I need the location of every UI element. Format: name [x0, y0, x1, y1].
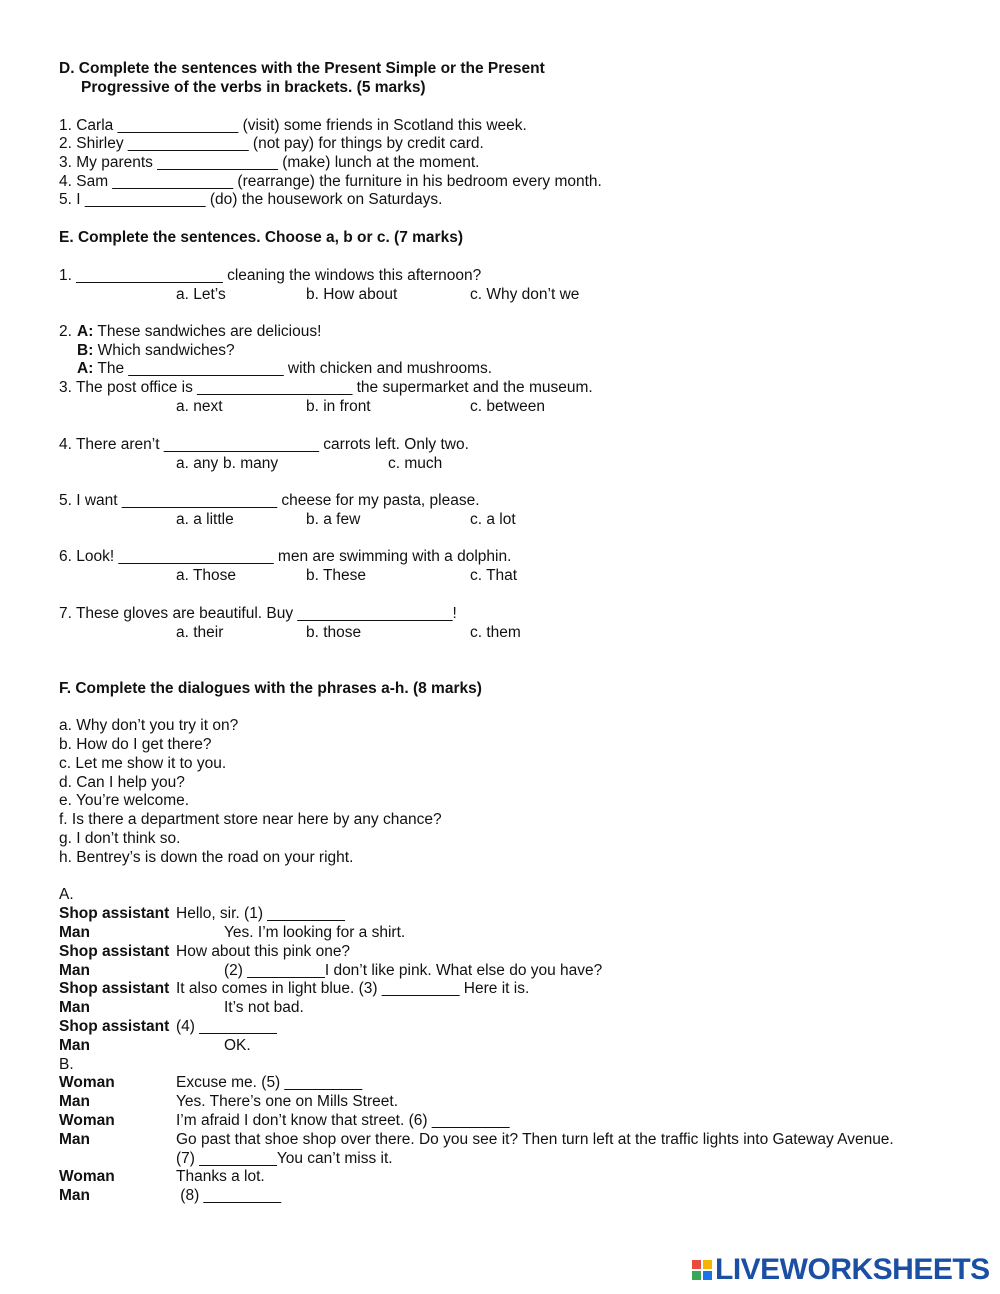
section-e-q5: 5. I want __________________ cheese for my pasta, please.	[59, 492, 480, 509]
section-e-q1-option-a: a. Let’s	[176, 286, 226, 303]
dialogue-b-speaker-1: Woman	[59, 1074, 115, 1091]
section-f-title: F. Complete the dialogues with the phrases a-h. (8 marks)	[59, 680, 482, 697]
dialogue-b-label: B.	[59, 1056, 74, 1073]
section-e-q6-option-c: c. That	[470, 567, 518, 584]
dialogue-b-speaker-3: Woman	[59, 1112, 115, 1129]
section-e-q2-line-b: B: Which sandwiches?	[77, 342, 235, 359]
section-e-q5-option-b: b. a few	[306, 511, 361, 528]
logo-square-green	[692, 1271, 701, 1280]
section-e-q7-option-c: c. them	[470, 624, 521, 641]
section-e-q5-option-a: a. a little	[176, 511, 234, 528]
phrase-e: e. You’re welcome.	[59, 792, 190, 809]
section-e-q3-option-c: c. between	[470, 398, 545, 415]
section-e-q4-option-b: b. many	[223, 455, 279, 472]
phrase-g: g. I don’t think so.	[59, 830, 181, 847]
dialogue-a-speaker-5: Shop assistant	[59, 980, 170, 997]
section-d-item-3: 3. My parents ______________ (make) lunch at the moment.	[59, 154, 480, 171]
dialogue-a-line-7: (4) _________	[176, 1018, 277, 1035]
liveworksheets-logo	[692, 1255, 990, 1285]
dialogue-a-line-8: OK.	[224, 1037, 251, 1054]
section-e-q5-option-c: c. a lot	[470, 511, 516, 528]
dialogue-b-speaker-7: Man	[59, 1187, 90, 1204]
section-e-title: E. Complete the sentences. Choose a, b or c. (7 marks)	[59, 229, 463, 246]
section-e-q3: 3. The post office is __________________ the supermarket and the museum.	[59, 379, 593, 396]
section-e-q7-option-b: b. those	[306, 624, 362, 641]
dialogue-a-label: A.	[59, 886, 74, 903]
dialogue-a-speaker-1: Shop assistant	[59, 905, 170, 922]
dialogue-b-line-4: Go past that shoe shop over there. Do you see it? Then turn left at the traffic lights into Gateway Avenue.	[176, 1131, 894, 1148]
dialogue-a-line-1: Hello, sir. (1) _________	[176, 905, 345, 922]
dialogue-a-speaker-4: Man	[59, 962, 90, 979]
logo-square-red	[692, 1260, 701, 1269]
section-e-q1-option-c: c. Why don’t we	[470, 286, 580, 303]
section-e-q7-option-a: a. their	[176, 624, 224, 641]
dialogue-a-line-6: It’s not bad.	[224, 999, 304, 1016]
phrase-h: h. Bentrey’s is down the road on your right.	[59, 849, 354, 866]
dialogue-a-line-4: (2) _________I don’t like pink. What else do you have?	[224, 962, 603, 979]
section-e-q3-option-b: b. in front	[306, 398, 371, 415]
logo-squares-icon	[692, 1260, 712, 1280]
section-e-q1-option-b: b. How about	[306, 286, 398, 303]
logo-text: LIVEWORKSHEETS	[715, 1253, 990, 1286]
dialogue-a-speaker-2: Man	[59, 924, 90, 941]
phrase-b: b. How do I get there?	[59, 736, 212, 753]
section-d-item-1: 1. Carla ______________ (visit) some friends in Scotland this week.	[59, 117, 527, 134]
section-e-q2-line-a2: A: The __________________ with chicken and mushrooms.	[77, 360, 493, 377]
dialogue-a-line-5: It also comes in light blue. (3) _________ Here it is.	[176, 980, 530, 997]
dialogue-b-speaker-4: Man	[59, 1131, 90, 1148]
section-d-item-2: 2. Shirley ______________ (not pay) for things by credit card.	[59, 135, 484, 152]
section-e-q3-option-a: a. next	[176, 398, 223, 415]
section-d-item-4: 4. Sam ______________ (rearrange) the furniture in his bedroom every month.	[59, 173, 602, 190]
dialogue-a-line-2: Yes. I’m looking for a shirt.	[224, 924, 406, 941]
dialogue-b-line-6: Thanks a lot.	[176, 1168, 265, 1185]
dialogue-b-line-1: Excuse me. (5) _________	[176, 1074, 363, 1091]
dialogue-b-line-5: (7) _________You can’t miss it.	[176, 1150, 393, 1167]
section-e-q4-option-a: a. any	[176, 455, 219, 472]
phrase-d: d. Can I help you?	[59, 774, 185, 791]
section-e-q7: 7. These gloves are beautiful. Buy __________________!	[59, 605, 457, 622]
dialogue-b-speaker-6: Woman	[59, 1168, 115, 1185]
logo-square-blue	[703, 1271, 712, 1280]
section-e-q6: 6. Look! __________________ men are swimming with a dolphin.	[59, 548, 512, 565]
section-e-q4: 4. There aren’t __________________ carrots left. Only two.	[59, 436, 469, 453]
dialogue-b-line-2: Yes. There’s one on Mills Street.	[176, 1093, 399, 1110]
phrase-a: a. Why don’t you try it on?	[59, 717, 239, 734]
dialogue-a-speaker-6: Man	[59, 999, 90, 1016]
section-e-q1: 1. _________________ cleaning the windows this afternoon?	[59, 267, 482, 284]
dialogue-a-speaker-3: Shop assistant	[59, 943, 170, 960]
section-d-item-5: 5. I ______________ (do) the housework on Saturdays.	[59, 191, 443, 208]
dialogue-a-line-3: How about this pink one?	[176, 943, 351, 960]
section-d-title-line2: Progressive of the verbs in brackets. (5 marks)	[81, 79, 426, 96]
dialogue-a-speaker-8: Man	[59, 1037, 90, 1054]
dialogue-a-speaker-7: Shop assistant	[59, 1018, 170, 1035]
section-e-q2-line-a1: A: These sandwiches are delicious!	[77, 323, 322, 340]
logo-square-yellow	[703, 1260, 712, 1269]
section-e-q2-number: 2.	[59, 323, 72, 340]
section-e-q6-option-a: a. Those	[176, 567, 237, 584]
dialogue-b-line-7: (8) _________	[176, 1187, 282, 1204]
section-e-q4-option-c: c. much	[388, 455, 443, 472]
phrase-c: c. Let me show it to you.	[59, 755, 227, 772]
phrase-f: f. Is there a department store near here by any chance?	[59, 811, 442, 828]
dialogue-b-speaker-2: Man	[59, 1093, 90, 1110]
section-e-q6-option-b: b. These	[306, 567, 367, 584]
dialogue-b-line-3: I’m afraid I don’t know that street. (6) _________	[176, 1112, 510, 1129]
section-d-title-line1: D. Complete the sentences with the Present Simple or the Present	[59, 60, 545, 77]
